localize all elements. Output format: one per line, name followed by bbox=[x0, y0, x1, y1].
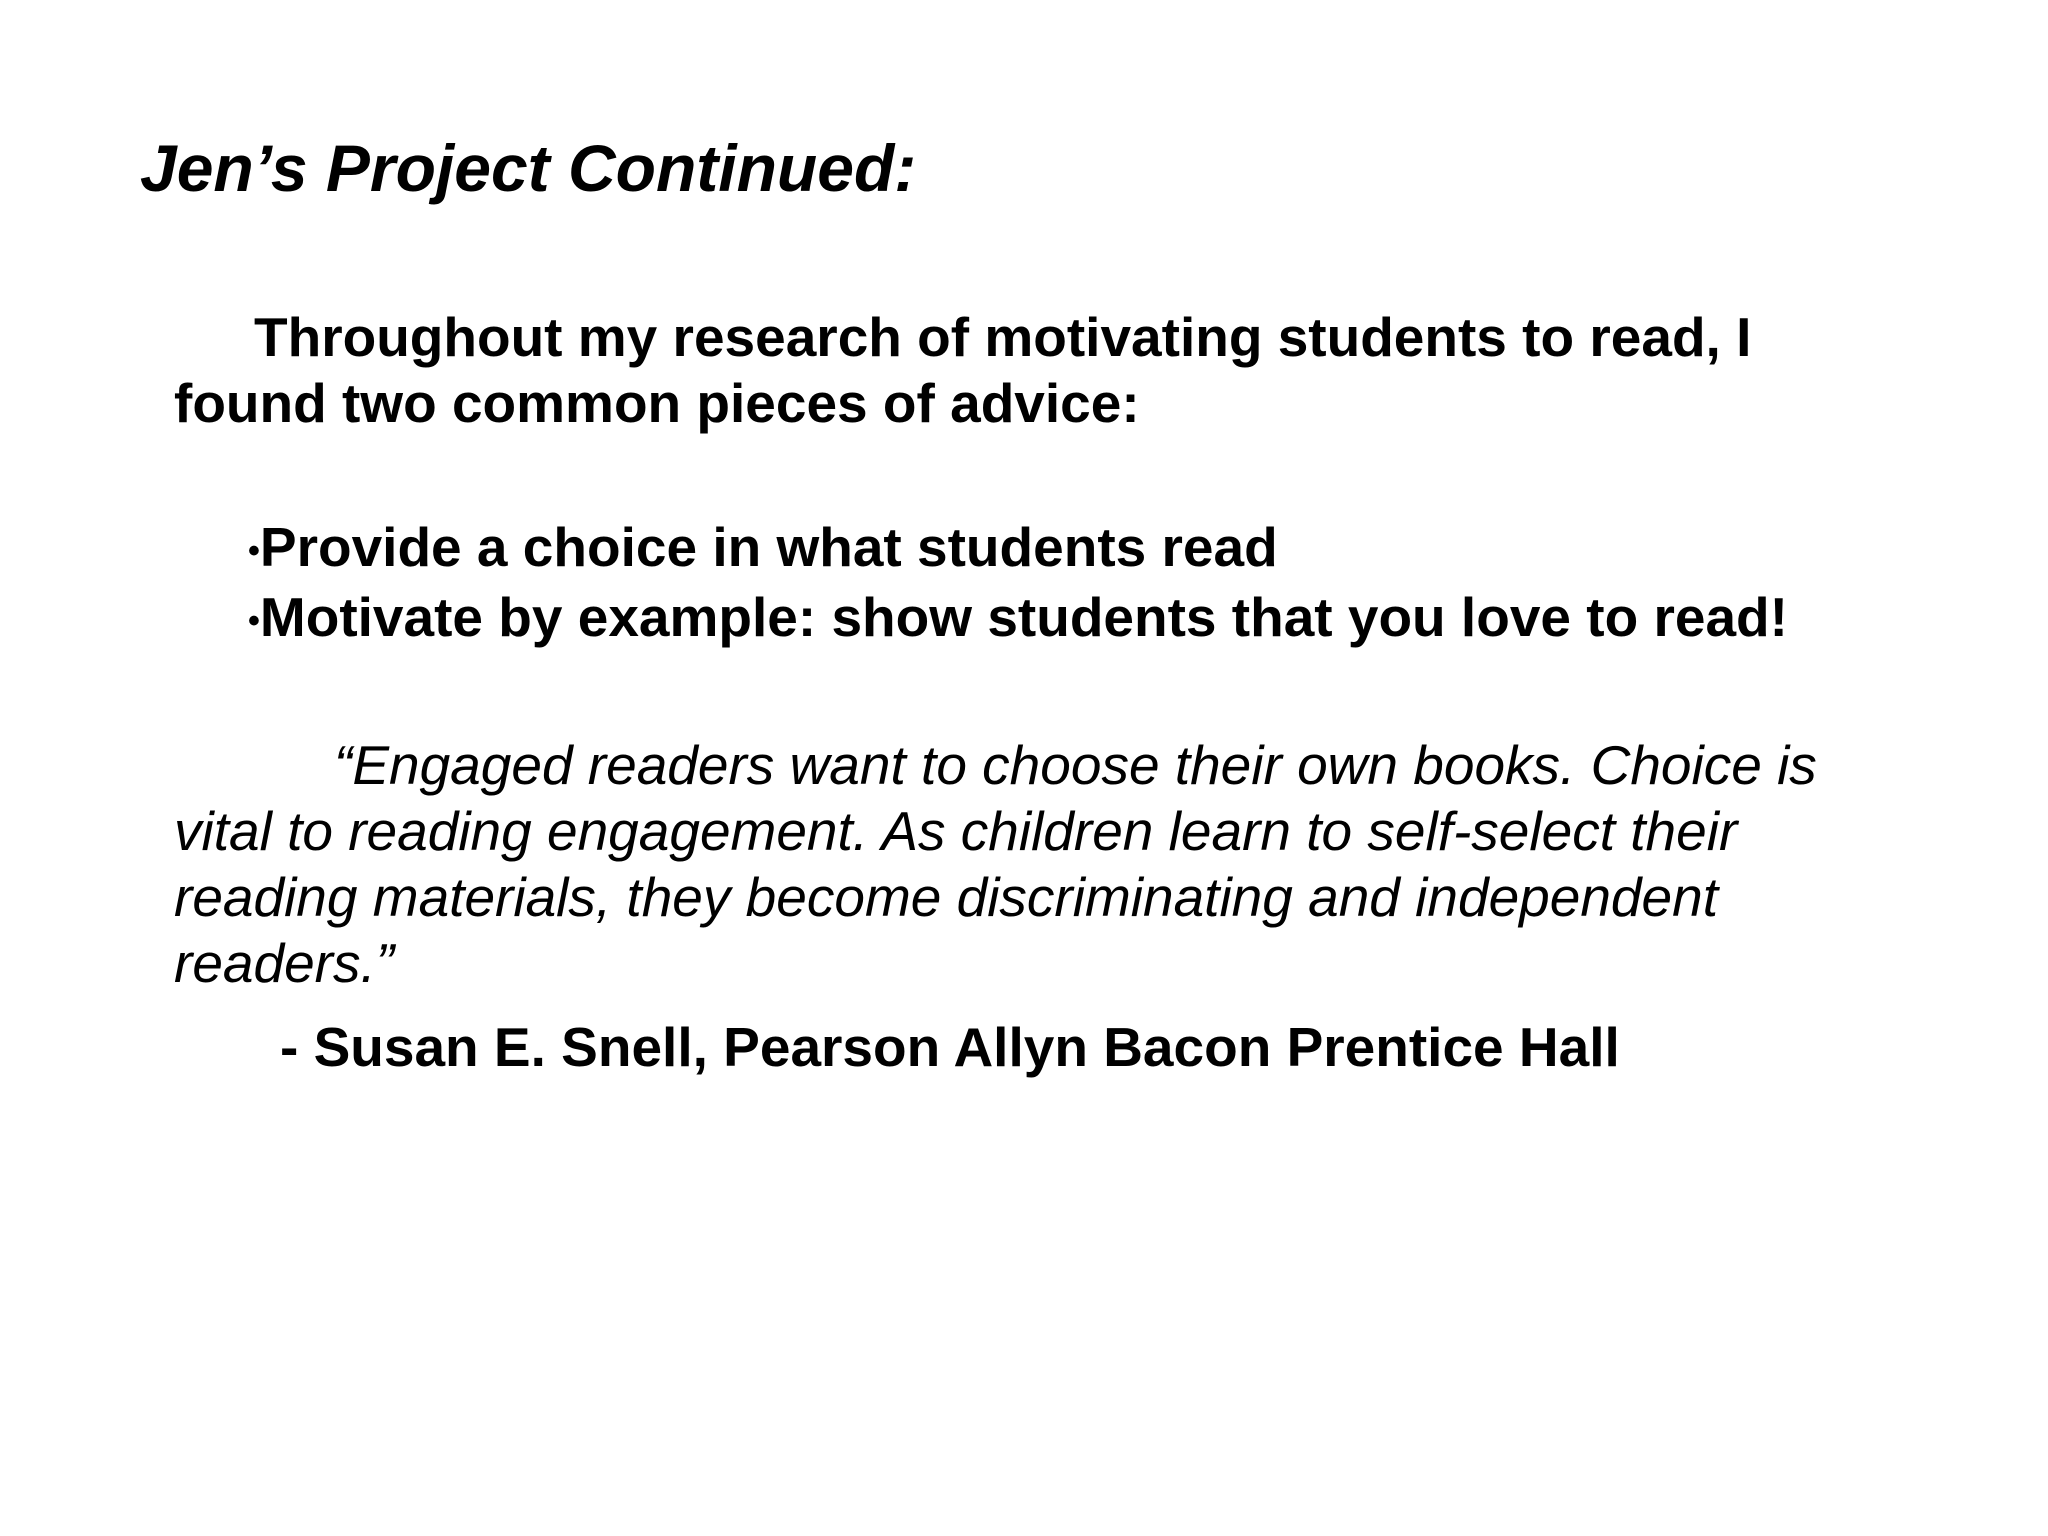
list-item bbox=[248, 584, 1788, 654]
bullet-icon: • bbox=[248, 532, 260, 570]
intro-paragraph: Throughout my research of motivating students to read, I found two common pieces of advice: bbox=[174, 306, 1752, 434]
quote-attribution: - Susan E. Snell, Pearson Allyn Bacon Prentice Hall bbox=[280, 1016, 1620, 1078]
bullet-text: Motivate by example: show students that you love to read! bbox=[259, 586, 1788, 648]
advice-list bbox=[248, 514, 1788, 654]
bullet-text: Provide a choice in what students read bbox=[259, 516, 1278, 578]
quote-paragraph: “Engaged readers want to choose their own books. Choice is vital to reading engagement. As children learn to self-select their reading materials, they become discriminating and independent readers.” bbox=[174, 734, 1817, 994]
bullet-icon: • bbox=[248, 602, 260, 640]
slide-title: Jen’s Project Continued: bbox=[140, 131, 917, 205]
list-item bbox=[248, 514, 1788, 584]
